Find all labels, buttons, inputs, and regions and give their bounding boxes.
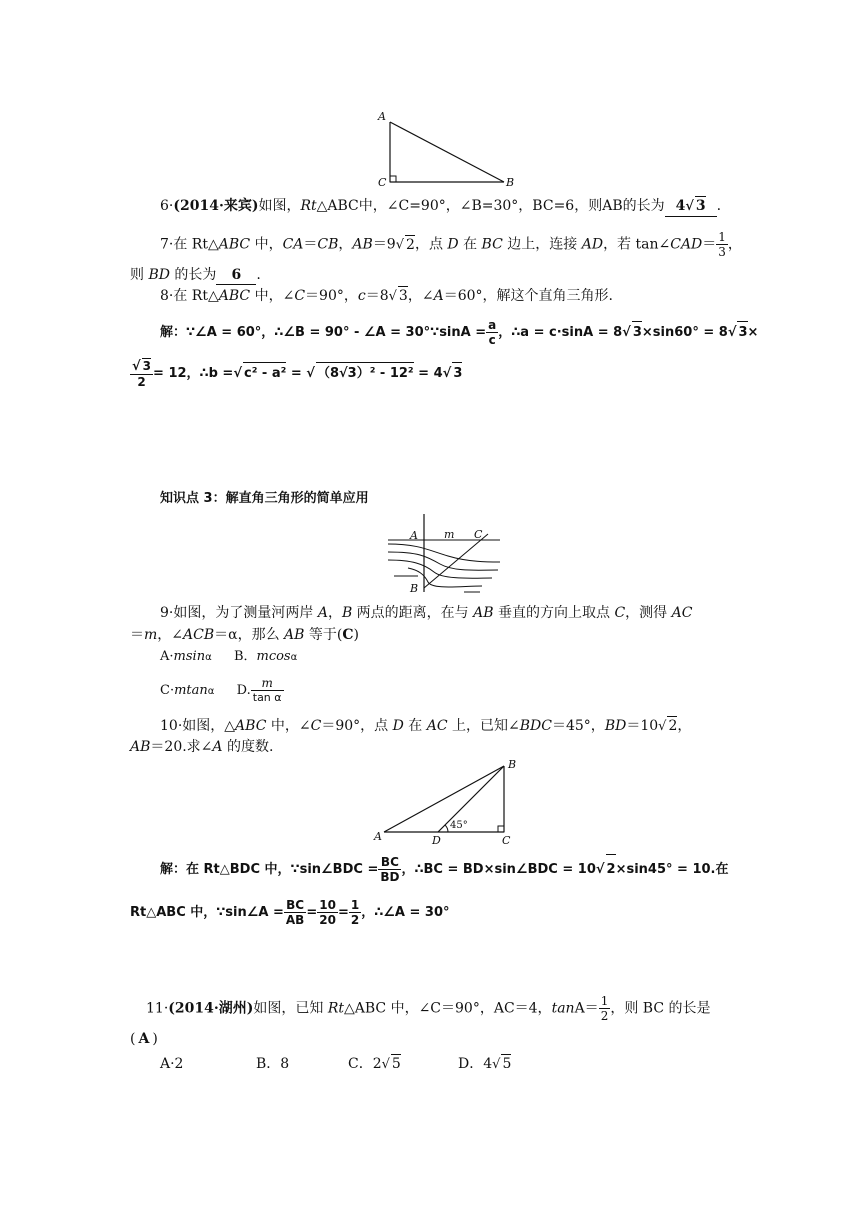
q7-eq9: ＝9 [372, 236, 396, 253]
label-a: A [374, 830, 382, 843]
q7-text-7: ＝ [702, 236, 717, 253]
q8-solution-radicand-5: 3 [452, 362, 462, 385]
q8-text: 在 Rt△ [173, 288, 219, 304]
q10-bd: BD [604, 718, 627, 734]
q11-text-4: ，则 BC 的长是 [610, 1000, 711, 1017]
q9-option-a-label: A· [160, 649, 174, 664]
q10-c: C [310, 718, 322, 734]
label-b: B [506, 176, 515, 189]
q8-text-2: 中，∠ [250, 288, 295, 304]
q9-line2-text-3: ＝α，那么 [214, 627, 285, 643]
q9-option-c-alpha: α [207, 686, 215, 697]
angle-arc [445, 825, 448, 832]
q10-solution-frac-4-num: 1 [350, 898, 360, 912]
q9-text-2: ， [327, 605, 342, 621]
question-10-line-2 [130, 738, 273, 756]
question-9-line-2 [130, 626, 359, 644]
q10-solution-frac-3 [317, 898, 338, 927]
q6-source: (2014·来宾) [173, 198, 259, 214]
q7-answer: 6 [216, 266, 256, 285]
q10-solution-frac-num: BC [378, 855, 401, 870]
q7-text: 在 Rt△ [173, 236, 219, 253]
q9-option-a-alpha: α [205, 652, 212, 663]
q9-option-c: mtan [174, 683, 208, 698]
q9-options-row-2 [160, 676, 284, 707]
q8-solution-frac-num: a [488, 318, 497, 332]
q7-ab: AB [352, 236, 373, 253]
q11-option-d-coef: D．4 [458, 1056, 493, 1072]
label-d: D [432, 834, 441, 847]
q8-abc: ABC [218, 288, 251, 304]
q8-solution-text: ∵∠A = 60°，∴∠B = 90° - ∠A = 30°∵sinA = [186, 325, 487, 340]
q11-rt: Rt [327, 1000, 344, 1017]
q8-solution-radicand-3: c² - a² [243, 362, 286, 385]
q7-ad: AD [581, 236, 604, 253]
q10-abc: ABC [235, 718, 267, 734]
question-7: 7·在 Rt△ABC 中，CA＝CB，AB＝9√ 2，点 D 在 BC 边上，连接 AD，若 tan∠CAD＝ $\frac{1}{3}$ ， [160, 230, 742, 259]
q11-option-c-coef: C．2 [348, 1056, 382, 1072]
q8-solution-text-7: = 4 [413, 366, 443, 381]
q9-option-d-frac [251, 676, 284, 705]
q10-radicand: 2 [668, 718, 678, 734]
q11-frac-num: 1 [600, 994, 609, 1008]
q9-a: A [317, 605, 328, 621]
q10-solution-frac-den: BD [380, 870, 400, 884]
q9-option-a: msin [173, 649, 206, 664]
right-angle-mark [498, 826, 504, 832]
q10-d: D [392, 718, 404, 734]
label-b: B [410, 582, 419, 594]
q7-text-3: ，点 [414, 236, 448, 253]
q6-rt: Rt [300, 198, 317, 214]
q10-solution-text-4: Rt△ABC 中，∵sin∠A = [130, 905, 284, 920]
q7-end: . [256, 267, 261, 283]
label-a: A [378, 110, 386, 123]
label-angle-45: 45° [450, 820, 468, 831]
q8-solution-text-3: ×sin60° = 8 [641, 325, 728, 340]
q11-source: (2014·湖州) [168, 1000, 254, 1017]
q9-text-4: 垂直的方向上取点 [493, 605, 615, 621]
question-9 [160, 604, 692, 622]
q11-tan: tan [551, 1000, 575, 1017]
q7-cad: CAD [670, 236, 703, 253]
q8-solution-frac [486, 318, 498, 347]
q9-line2-text-4: 等于( [304, 627, 343, 643]
q7-bd: BD [148, 267, 170, 283]
q9-acb: ACB [183, 627, 215, 643]
q9-c: C [614, 605, 626, 621]
side-ab [384, 766, 504, 832]
q7-d: D [447, 236, 459, 253]
q9-number: 9· [160, 605, 174, 621]
q8-text-4: ＝8 [365, 288, 389, 304]
q9-ab: AB [473, 605, 494, 621]
q8-c: C [294, 288, 306, 304]
q7-number: 7· [160, 236, 174, 253]
question-8: 8·在 Rt△ABC 中，∠C＝90°，c＝8√ 3，∠A＝60°，解这个直角三角形. [160, 288, 613, 304]
q7-comma: ， [338, 236, 353, 253]
q10-solution-frac-2-num: BC [284, 898, 306, 913]
q10-solution-frac-3-den: 20 [319, 913, 336, 927]
q8-solution-frac-2-den: 2 [137, 375, 146, 389]
figure-river [388, 512, 500, 594]
q10-text-4: 在 [403, 718, 427, 734]
q7-text-6: ，若 tan∠ [603, 236, 671, 253]
q10-solution-frac-2-den: AB [285, 913, 305, 927]
q8-solution-line-2: $\frac{√ 3}{2}$ = 12，∴b =√ c² - a² = √ （8√3）² - 12² = 4√ 3 [132, 359, 463, 389]
q6-text-2: △ABC中，∠C=90°，∠B=30°，BC=6，则AB的长为 [316, 198, 665, 214]
q6-end: . [716, 198, 722, 214]
q11-option-c: C．2√ 5 [348, 1056, 401, 1072]
q11-option-c-radicand: 5 [391, 1056, 401, 1072]
q7-fraction [716, 230, 728, 259]
q7-eq: ＝ [303, 236, 318, 253]
q9-option-b-alpha: α [290, 652, 298, 663]
label-c: C [474, 528, 483, 541]
q10-solution-text: 在 Rt△BDC 中，∵sin∠BDC = [186, 862, 379, 877]
q11-text-3: A＝ [574, 1000, 599, 1017]
q10-solution-frac-4-den: 2 [350, 913, 360, 927]
q8-text-5: ，∠ [407, 288, 434, 304]
q7-radicand: 2 [406, 236, 415, 253]
q10-bdc: BDC [519, 718, 552, 734]
q9-text-5: ，测得 [625, 605, 672, 621]
q9-answer: C [342, 627, 354, 643]
q7-frac-den: 3 [718, 245, 726, 259]
q9-ab-2: AB [284, 627, 305, 643]
q10-line2-text: ＝20.求∠ [150, 739, 213, 755]
q10-solution-eq-1: = [306, 905, 318, 920]
label-b: B [508, 758, 517, 771]
q7-frac-num: 1 [718, 230, 726, 244]
q9-option-b-label: B． [233, 649, 257, 664]
q9-option-d-num: m [251, 676, 284, 691]
q7-text-8: ， [727, 236, 742, 253]
question-7-line-2 [130, 266, 261, 285]
q8-solution-radicand-2: 3 [737, 321, 747, 344]
q11-fraction [599, 994, 611, 1023]
q8-text-6: ＝60°，解这个直角三角形. [443, 288, 613, 304]
q10-solution-radicand: 2 [606, 854, 616, 885]
q8-solution-radicand-1: 3 [632, 321, 642, 344]
q10-text-2: 中，∠ [266, 718, 311, 734]
q10-text-8: ， [677, 718, 692, 734]
q7-ca: CA [282, 236, 304, 253]
q11-answer [130, 1030, 158, 1048]
q11-option-d: D．4√ 5 [458, 1056, 512, 1072]
q10-solution-line-2 [130, 898, 450, 928]
q8-solution-text-6: = [286, 366, 307, 381]
label-c: C [378, 176, 387, 189]
q10-a: A [212, 739, 223, 755]
q11-option-d-radicand: 5 [502, 1056, 512, 1072]
figure-triangle-abc-d [370, 756, 520, 848]
q7-cb: CB [317, 236, 339, 253]
q10-text-5: 上，已知∠ [447, 718, 520, 734]
q7-text-5: 边上，连接 [502, 236, 582, 253]
q10-solution-frac-3-num: 10 [319, 898, 336, 912]
q10-solution-frac-2 [284, 898, 306, 927]
q9-option-d-label: D. [236, 683, 251, 698]
q10-text: 如图，△ [182, 718, 236, 734]
segment-bd [438, 766, 504, 832]
q8-solution-label: 解： [160, 325, 187, 340]
q10-solution-text-2: ，∴BC = BD×sin∠BDC = 10 [401, 862, 596, 877]
q8-solution-text-4: × [747, 325, 759, 340]
q11-options [160, 1054, 511, 1074]
q6-answer-coef: 4 [675, 198, 686, 214]
q10-solution-frac-4 [349, 898, 361, 927]
q11-text: 如图，已知 [253, 1000, 328, 1017]
q7-text-4: 在 [458, 236, 482, 253]
q8-solution-frac-2-radicand: 3 [142, 359, 152, 373]
right-angle-mark [390, 176, 396, 182]
q11-answer-close: ) [152, 1031, 158, 1047]
q10-ac: AC [426, 718, 448, 734]
q11-frac-den: 2 [600, 1009, 609, 1023]
q8-solution-line-1: 解：∵∠A = 60°，∴∠B = 90° - ∠A = 30°∵sinA = $\frac{a}{c}$ ，∴a = c·sinA = 8√ 3×sin60° = 8√ 3× [160, 318, 759, 347]
q10-solution-text-3: ×sin45° = 10.在 [615, 862, 729, 877]
q7-abc: ABC [218, 236, 251, 253]
q8-solution-radicand-4: （8√3）² - 12² [316, 362, 414, 385]
q11-number: 11· [146, 1000, 169, 1017]
question-10: 10·如图，△ABC 中，∠C＝90°，点 D 在 AC 上，已知∠BDC＝45°，BD＝10√ 2， [160, 718, 692, 734]
q10-solution-text-5: ，∴∠A = 30° [361, 905, 450, 920]
q9-line2-text: ＝ [130, 627, 144, 643]
q9-text: 如图，为了测量河两岸 [173, 605, 318, 621]
label-m: m [444, 528, 455, 541]
q6-answer: 4√ 3 [665, 196, 717, 217]
q10-ab: AB [130, 739, 151, 755]
label-a: A [410, 529, 418, 542]
triangle-side-ab [390, 122, 504, 182]
q6-text: 如图， [258, 198, 301, 214]
q7-text-2: 中， [250, 236, 283, 253]
q7-line2-text-2: 的长为 [169, 267, 217, 283]
question-6 [160, 196, 721, 217]
q9-option-b: mcos [256, 649, 291, 664]
q8-radicand: 3 [398, 288, 408, 304]
q8-solution-frac-2-num: √ 3 [132, 359, 152, 374]
q8-solution-frac-den: c [488, 333, 496, 347]
q9-option-d-den: tan α [252, 691, 282, 704]
q11-answer-open: ( [130, 1031, 136, 1047]
q10-solution-label: 解： [160, 862, 187, 877]
q8-text-3: ＝90°， [305, 288, 358, 304]
q9-b: B [341, 605, 353, 621]
q9-options-row-1 [160, 648, 297, 667]
q8-solution-text-2: ，∴a = c·sinA = 8 [498, 325, 623, 340]
q8-solution-text-5: = 12，∴b = [153, 366, 234, 381]
q11-text-2: △ABC 中，∠C＝90°，AC＝4， [343, 1000, 552, 1017]
q8-c-lower: c [357, 288, 366, 304]
q10-solution-line-1: 解：在 Rt△BDC 中，∵sin∠BDC = $\frac{BC}{BD}$ ，∴BC = BD×sin∠BDC = 10√ 2×sin45° = 10.在 [160, 855, 729, 884]
q11-option-a: A·2 [160, 1056, 184, 1072]
q8-number: 8· [160, 288, 174, 304]
section-3-title: 知识点 3：解直角三角形的简单应用 [160, 491, 369, 506]
q10-text-3: ＝90°，点 [321, 718, 393, 734]
q9-line2-text-5: ) [353, 627, 359, 643]
q7-line2-text: 则 [130, 267, 149, 283]
q9-option-c-label: C· [160, 683, 175, 698]
figure-right-triangle-1 [372, 108, 522, 190]
q8-solution-frac-2 [130, 358, 153, 389]
q9-text-3: 两点的距离，在与 [352, 605, 474, 621]
q10-number: 10· [160, 718, 183, 734]
river-wave-3 [388, 560, 492, 578]
label-c: C [502, 834, 511, 847]
q9-line2-text-2: ，∠ [157, 627, 184, 643]
q8-a: A [433, 288, 444, 304]
q9-m: m [144, 627, 158, 643]
question-11 [146, 994, 711, 1023]
q10-solution-eq-2: = [337, 905, 349, 920]
q10-text-7: ＝10 [626, 718, 659, 734]
q10-text-6: ＝45°， [551, 718, 605, 734]
q10-line2-text-2: 的度数. [222, 739, 274, 755]
q7-bc: BC [481, 236, 503, 253]
q6-number: 6· [160, 198, 174, 214]
q6-answer-radicand: 3 [695, 198, 706, 214]
q11-option-b: B．8 [256, 1056, 290, 1072]
q11-answer-letter: A [138, 1031, 150, 1047]
q9-ac: AC [671, 605, 693, 621]
q10-solution-frac [378, 855, 401, 884]
